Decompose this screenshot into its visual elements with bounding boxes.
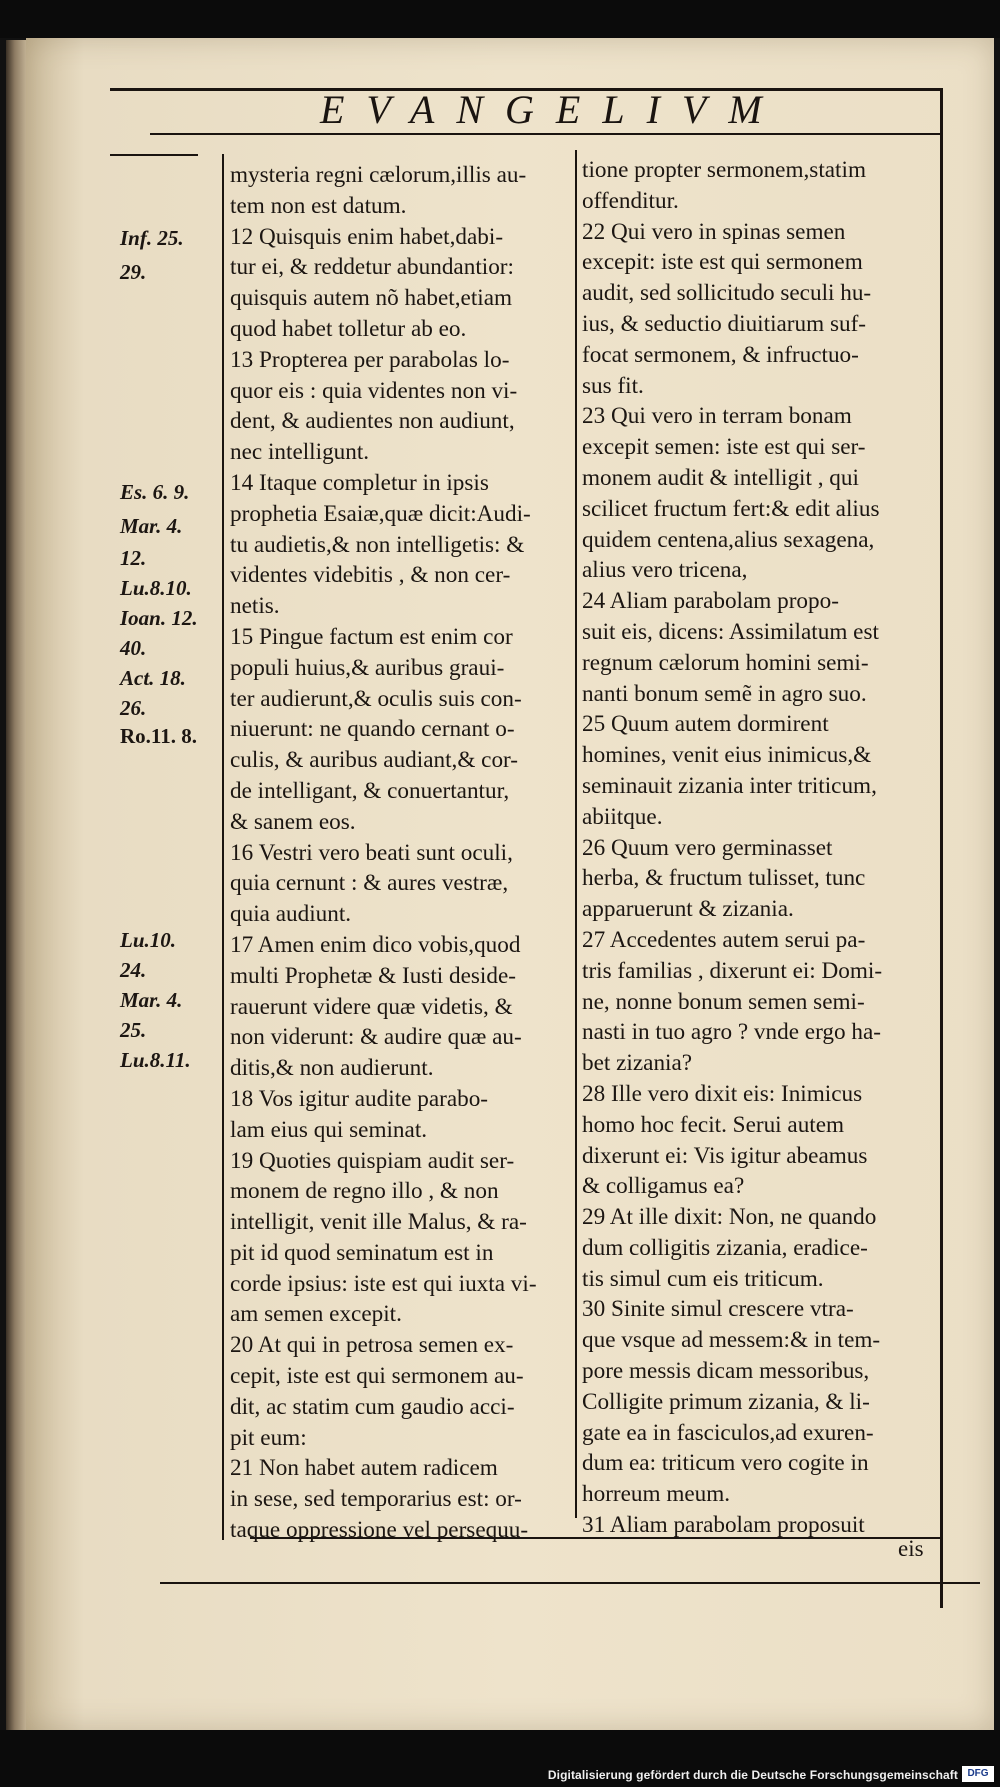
text-line: que vsque ad messem:& in tem- (582, 1327, 881, 1354)
text-line: corde ipsius: iste est qui iuxta vi- (230, 1270, 537, 1297)
text-line: quia cernunt : & aures vestræ, (230, 870, 509, 897)
running-head: EVANGELIVM (320, 87, 784, 132)
right-border-rule (940, 88, 943, 1608)
marginal-note: Mar. 4. (120, 988, 183, 1012)
text-line: cepit, iste est qui sermonem au- (230, 1363, 524, 1390)
marginal-note: 12. (120, 546, 147, 570)
text-line: focat sermonem, & infructuo- (582, 341, 859, 368)
marginal-note: 24. (120, 958, 147, 982)
header-rule-short (110, 154, 198, 156)
marginal-note: Lu.8.10. (120, 576, 192, 600)
text-line: scilicet fructum fert:& edit alius (582, 495, 880, 522)
text-line: de intelligant, & conuertantur, (230, 777, 510, 804)
marginal-note: Lu.10. (120, 928, 177, 952)
marginal-note: 29. (120, 260, 147, 284)
text-line: ditis,& non audierunt. (230, 1055, 434, 1082)
text-line: quidem centena,alius sexagena, (582, 526, 875, 553)
text-line: populi huius,& auribus graui- (230, 654, 505, 681)
text-line: prophetia Esaiæ,quæ dicit:Audi- (230, 500, 531, 527)
text-line: 24 Aliam parabolam propo- (582, 588, 839, 615)
text-line: in sese, sed temporarius est: or- (230, 1486, 522, 1513)
text-line: dum colligitis zizania, eradice- (582, 1234, 868, 1261)
text-line: quia audiunt. (230, 901, 352, 928)
digitization-credit: Digitalisierung gefördert durch die Deutsche Forschungsgemeinschaft (547, 1768, 958, 1782)
text-line: offenditur. (582, 187, 679, 214)
text-line: dent, & audientes non audiunt, (230, 408, 515, 435)
text-line: abiitque. (582, 803, 663, 830)
text-line: herba, & fructum tulisset, tunc (582, 865, 866, 892)
text-line: niuerunt: ne quando cernant o- (230, 716, 515, 743)
text-line: videntes videbitis , & non cer- (230, 562, 511, 589)
marginal-note: 26. (120, 696, 147, 720)
text-line: quor eis : quia videntes non vi- (230, 377, 518, 404)
text-line: tis simul cum eis triticum. (582, 1265, 824, 1292)
text-line: 14 Itaque completur in ipsis (230, 469, 489, 496)
text-line: 19 Quoties quispiam audit ser- (230, 1147, 515, 1174)
text-line: rauerunt videre quæ videtis, & (230, 993, 513, 1020)
text-line: 22 Qui vero in spinas semen (582, 218, 846, 245)
text-line: 16 Vestri vero beati sunt oculi, (230, 839, 513, 866)
text-line: Colligite primum zizania, & li- (582, 1388, 870, 1415)
text-line: excepit semen: iste est qui ser- (582, 434, 866, 461)
left-text-column (230, 160, 570, 1546)
text-line: 31 Aliam parabolam proposuit (582, 1512, 865, 1539)
text-line: monem de regno illo , & non (230, 1178, 499, 1205)
text-line: lam eius qui seminat. (230, 1116, 428, 1143)
text-line: taque oppressione vel persequu- (230, 1517, 529, 1544)
text-line: 17 Amen enim dico vobis,quod (230, 931, 521, 958)
text-line: seminauit zizania inter triticum, (582, 772, 877, 799)
text-line: excepit: iste est qui sermonem (582, 249, 863, 276)
text-line: 26 Quum vero germinasset (582, 834, 833, 861)
text-line: nasti in tuo agro ? vnde ergo ha- (582, 1019, 881, 1046)
text-line: sus fit. (582, 372, 644, 399)
marginal-note: Mar. 4. (120, 514, 183, 538)
text-line: quod habet tolletur ab eo. (230, 315, 467, 342)
text-line: alius vero tricena, (582, 557, 748, 584)
text-line: tris familias , dixerunt ei: Domi- (582, 957, 883, 984)
text-line: homines, venit eius inimicus,& (582, 742, 872, 769)
text-line: suit eis, dicens: Assimilatum est (582, 618, 879, 645)
marginal-note: Es. 6. 9. (120, 480, 190, 504)
text-line: bet zizania? (582, 1050, 693, 1077)
text-line: horreum meum. (582, 1481, 731, 1508)
scan-top-border (0, 0, 1000, 38)
marginal-note: 25. (120, 1018, 147, 1042)
marginal-note: Inf. 25. (120, 226, 184, 250)
text-line: intelligit, venit ille Malus, & ra- (230, 1209, 527, 1236)
marginal-note: Lu.8.11. (120, 1048, 191, 1072)
text-line: ius, & seductio diuitiarum suf- (582, 310, 867, 337)
text-line: netis. (230, 593, 280, 620)
text-line: tur ei, & reddetur abundantior: (230, 254, 514, 281)
text-line: 21 Non habet autem radicem (230, 1455, 498, 1482)
text-line: 25 Quum autem dormirent (582, 711, 829, 738)
text-line: homo hoc fecit. Serui autem (582, 1111, 845, 1138)
text-line: nec intelligunt. (230, 439, 370, 466)
text-line: nanti bonum semẽ in agro suo. (582, 680, 867, 707)
text-line: dixerunt ei: Vis igitur abeamus (582, 1142, 868, 1169)
text-line: tem non est datum. (230, 192, 407, 219)
dfg-logo: DFG (962, 1766, 994, 1782)
text-line: regnum cælorum homini semi- (582, 649, 869, 676)
text-line: 20 At qui in petrosa semen ex- (230, 1332, 514, 1359)
marginal-note: Act. 18. (120, 666, 186, 690)
text-line: mysteria regni cælorum,illis au- (230, 162, 527, 188)
text-line: dum ea: triticum vero cogite in (582, 1450, 869, 1477)
text-line: & sanem eos. (230, 808, 356, 835)
text-line: audit, sed sollicitudo seculi hu- (582, 280, 872, 307)
text-line: pit id quod seminatum est in (230, 1239, 494, 1266)
text-line: ne, nonne bonum semen semi- (582, 988, 865, 1015)
right-text-column (582, 155, 940, 1541)
column-divider-rule (575, 150, 577, 1518)
marginal-note: 40. (120, 636, 147, 660)
text-line: 27 Accedentes autem serui pa- (582, 926, 866, 953)
text-line: 29 At ille dixit: Non, ne quando (582, 1204, 877, 1231)
marginal-note: Ioan. 12. (120, 606, 198, 630)
text-line: am semen excepit. (230, 1301, 402, 1328)
text-line: 12 Quisquis enim habet,dabi- (230, 223, 504, 250)
text-line: gate ea in fasciculos,ad exuren- (582, 1419, 874, 1446)
text-line: non viderunt: & audire quæ au- (230, 1024, 522, 1051)
text-line: ter audierunt,& oculis suis con- (230, 685, 522, 712)
text-line: monem audit & intelligit , qui (582, 464, 859, 491)
text-line: pit eum: (230, 1424, 307, 1451)
margin-column-rule (222, 154, 224, 1540)
text-line: 30 Sinite simul crescere vtra- (582, 1296, 854, 1323)
text-line: 28 Ille vero dixit eis: Inimicus (582, 1080, 863, 1107)
text-line: 18 Vos igitur audite parabo- (230, 1085, 489, 1112)
text-line: tu audietis,& non intelligetis: & (230, 531, 525, 558)
text-line: apparuerunt & zizania. (582, 896, 794, 923)
text-line: dit, ac statim cum gaudio acci- (230, 1393, 515, 1420)
text-line: tione propter sermonem,statim (582, 157, 866, 183)
text-line: culis, & auribus audiant,& cor- (230, 747, 519, 774)
catchword: eis (898, 1536, 924, 1561)
text-line: 23 Qui vero in terram bonam (582, 403, 852, 430)
marginal-note: Ro.11. 8. (120, 724, 198, 748)
text-line: 15 Pingue factum est enim cor (230, 623, 513, 650)
text-line: pore messis dicam messoribus, (582, 1358, 870, 1385)
text-line: 13 Propterea per parabolas lo- (230, 346, 510, 373)
text-line: quisquis autem nõ habet,etiam (230, 285, 513, 312)
text-line: multi Prophetæ & Iusti deside- (230, 962, 516, 989)
page-bottom-rule (160, 1582, 980, 1584)
header-rule-bottom (150, 133, 942, 135)
text-line: & colligamus ea? (582, 1173, 745, 1200)
book-fore-edge (6, 40, 28, 1730)
